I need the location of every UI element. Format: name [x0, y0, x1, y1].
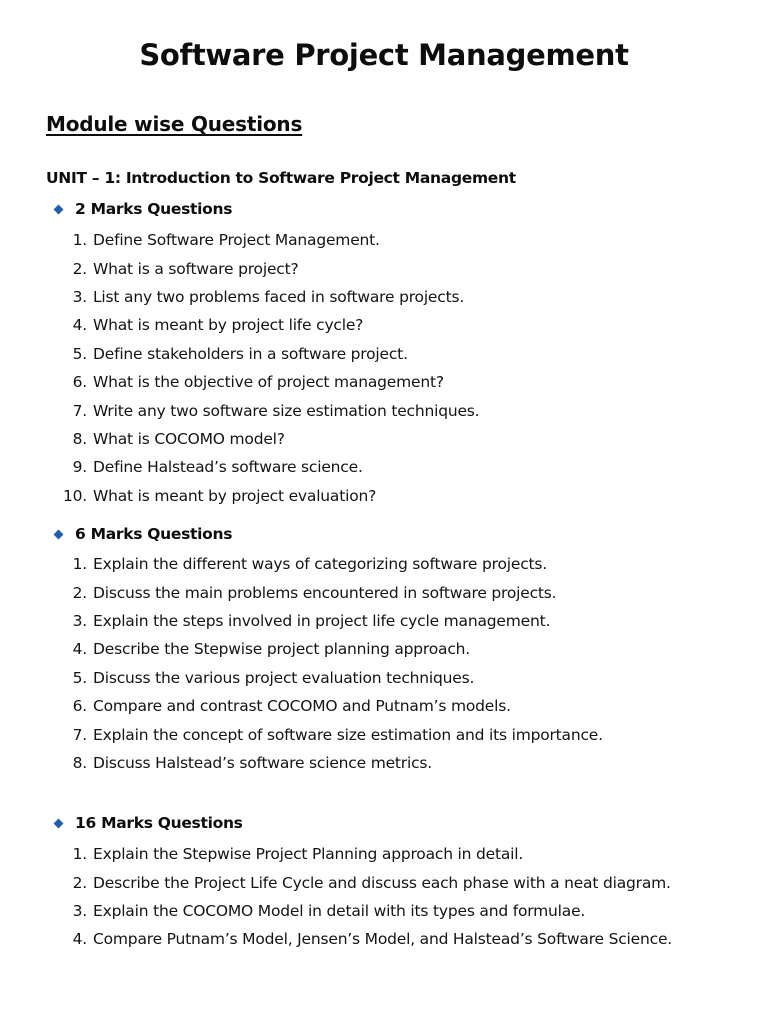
question-text: Explain the steps involved in project life cycle management. [93, 611, 551, 630]
question-text: List any two problems faced in software projects. [93, 287, 465, 306]
question-number: 7. [72, 725, 87, 744]
question-item [60, 868, 672, 896]
unit-heading: UNIT – 1: Introduction to Software Project Management [46, 169, 516, 187]
question-text: Write any two software size estimation techniques. [93, 401, 480, 420]
question-number: 6. [72, 697, 87, 716]
question-text: Compare Putnam’s Model, Jensen’s Model, and Halstead’s Software Science. [93, 930, 673, 949]
question-number: 10. [62, 486, 87, 505]
question-item [60, 311, 479, 339]
diamond-bullet-icon [54, 204, 64, 214]
question-number: 9. [72, 458, 87, 477]
question-text: Describe the Project Life Cycle and discuss each phase with a neat diagram. [93, 873, 671, 892]
question-text: What is a software project? [93, 259, 299, 278]
question-number: 2. [72, 873, 87, 892]
document-title: Software Project Management [139, 38, 629, 72]
question-number: 5. [72, 344, 87, 363]
question-item [60, 897, 672, 925]
question-item [60, 482, 479, 510]
question-number: 8. [72, 753, 87, 772]
question-text: Explain the COCOMO Model in detail with its types and formulae. [93, 901, 586, 920]
question-number: 4. [72, 316, 87, 335]
question-number: 1. [72, 845, 87, 864]
question-number: 1. [72, 555, 87, 574]
question-item [60, 283, 479, 311]
question-text: Discuss Halstead’s software science metrics. [93, 753, 433, 772]
group-heading-label: 16 Marks Questions [75, 814, 243, 832]
question-text: What is COCOMO model? [93, 429, 285, 448]
question-item [60, 925, 672, 953]
question-number: 2. [72, 583, 87, 602]
question-item [60, 720, 603, 748]
question-item [60, 692, 603, 720]
question-list-16-marks [60, 840, 672, 954]
question-text: Explain the concept of software size estimation and its importance. [93, 725, 603, 744]
question-text: What is meant by project life cycle? [93, 316, 364, 335]
question-text: What is meant by project evaluation? [93, 486, 377, 505]
diamond-bullet-icon [54, 818, 64, 828]
diamond-bullet-icon [54, 529, 64, 539]
question-number: 3. [72, 901, 87, 920]
question-text: Describe the Stepwise project planning approach. [93, 640, 470, 659]
question-text: Compare and contrast COCOMO and Putnam’s models. [93, 697, 511, 716]
question-text: What is the objective of project management? [93, 373, 444, 392]
question-number: 4. [72, 640, 87, 659]
question-number: 4. [72, 930, 87, 949]
question-item [60, 425, 479, 453]
question-number: 7. [72, 401, 87, 420]
question-item [60, 340, 479, 368]
question-number: 6. [72, 373, 87, 392]
question-text: Define Halstead’s software science. [93, 458, 363, 477]
question-text: Define Software Project Management. [93, 231, 380, 250]
question-number: 3. [72, 287, 87, 306]
question-item [60, 607, 603, 635]
question-item [60, 664, 603, 692]
question-number: 3. [72, 611, 87, 630]
question-text: Discuss the various project evaluation techniques. [93, 668, 475, 687]
group-heading-label: 6 Marks Questions [75, 525, 233, 543]
question-item [60, 226, 479, 254]
question-item [60, 550, 603, 578]
question-item [60, 254, 479, 282]
question-item [60, 749, 603, 777]
group-heading-6-marks [53, 525, 232, 543]
section-heading: Module wise Questions [46, 112, 303, 136]
question-item [60, 578, 603, 606]
question-text: Explain the different ways of categorizing software projects. [93, 555, 547, 574]
question-item [60, 453, 479, 481]
question-item [60, 368, 479, 396]
question-text: Define stakeholders in a software project. [93, 344, 408, 363]
question-number: 5. [72, 668, 87, 687]
group-heading-16-marks [53, 814, 243, 832]
question-text: Explain the Stepwise Project Planning approach in detail. [93, 845, 524, 864]
question-number: 1. [72, 231, 87, 250]
question-item [60, 840, 672, 868]
question-number: 8. [72, 429, 87, 448]
question-item [60, 635, 603, 663]
question-list-2-marks [60, 226, 479, 510]
question-list-6-marks [60, 550, 603, 777]
question-number: 2. [72, 259, 87, 278]
group-heading-label: 2 Marks Questions [75, 200, 233, 218]
group-heading-2-marks [53, 200, 232, 218]
question-text: Discuss the main problems encountered in software projects. [93, 583, 557, 602]
question-item [60, 396, 479, 424]
